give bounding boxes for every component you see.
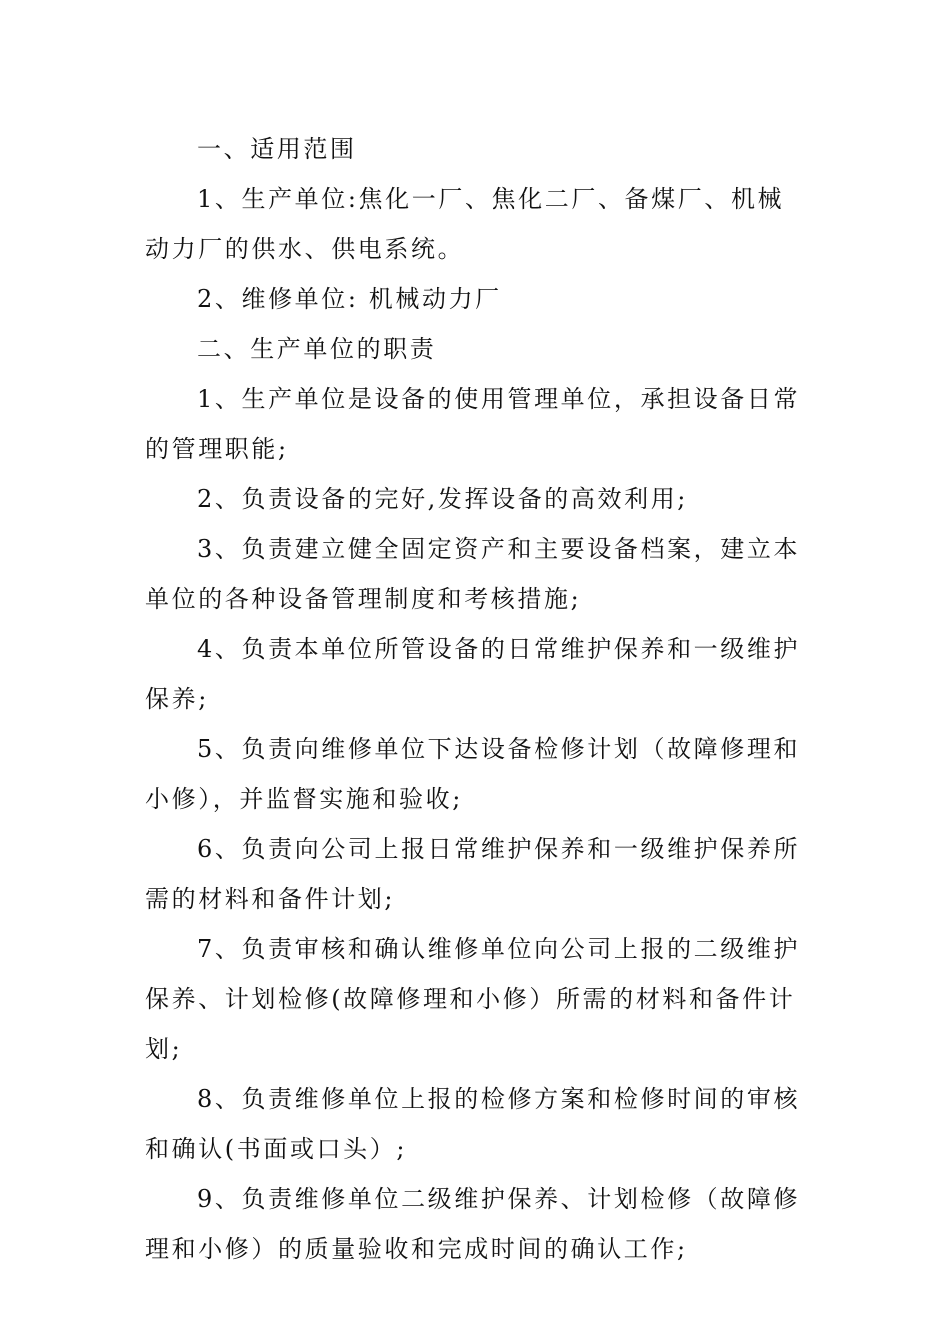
duty-item-9: 9、负责维修单位二级维护保养、计划检修（故障修理和小修）的质量验收和完成时间的确认工作; (145, 1185, 801, 1263)
duty-item-5: 5、负责向维修单位下达设备检修计划（故障修理和小修），并监督实施和验收; (145, 735, 801, 813)
duty-item-3: 3、负责建立健全固定资产和主要设备档案，建立本单位的各种设备管理制度和考核措施; (145, 535, 801, 613)
document-body (145, 124, 805, 1274)
duty-item-1: 1、生产单位是设备的使用管理单位，承担设备日常的管理职能; (145, 385, 801, 463)
duty-item-2: 2、负责设备的完好,发挥设备的高效利用; (197, 485, 688, 513)
duty-item-6: 6、负责向公司上报日常维护保养和一级维护保养所需的材料和备件计划; (145, 835, 801, 913)
paragraph-maintenance-unit: 2、维修单位: 机械动力厂 (197, 285, 502, 313)
section-heading-scope: 一、适用范围 (197, 135, 357, 163)
duty-item-7: 7、负责审核和确认维修单位向公司上报的二级维护保养、计划检修(故障修理和小修）所需的材料和备件计划; (145, 935, 801, 1063)
duty-item-8: 8、负责维修单位上报的检修方案和检修时间的审核和确认(书面或口头）; (145, 1085, 801, 1163)
duty-item-4: 4、负责本单位所管设备的日常维护保养和一级维护保养; (145, 635, 801, 713)
section-heading-duties: 二、生产单位的职责 (197, 335, 437, 363)
paragraph-production-units: 1、生产单位:焦化一厂、焦化二厂、备煤厂、机械动力厂的供水、供电系统。 (145, 185, 785, 263)
